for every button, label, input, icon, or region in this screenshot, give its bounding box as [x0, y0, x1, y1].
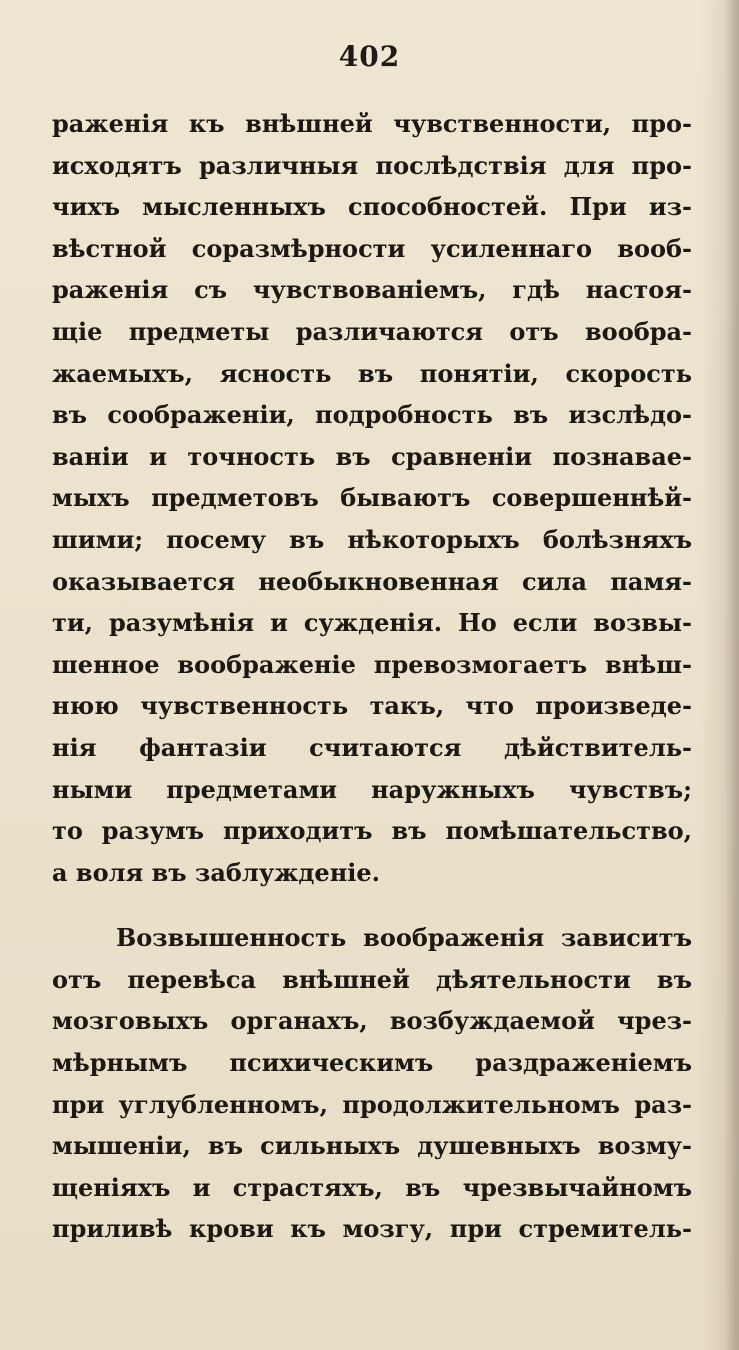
- text-line: мышеніи, въ сильныхъ душевныхъ возму-: [52, 1131, 692, 1161]
- text-line: то разумъ приходитъ въ помѣшательство,: [52, 816, 692, 846]
- page-edge-shadow: [725, 0, 739, 1350]
- text-line: раженія съ чувствованіемъ, гдѣ настоя-: [52, 275, 692, 305]
- text-line: шенное воображеніе превозмогаетъ внѣш-: [52, 649, 692, 679]
- text-line: при углубленномъ, продолжительномъ раз-: [52, 1089, 692, 1119]
- text-line: нюю чувственность такъ, что произведе-: [52, 691, 692, 721]
- text-line: оказывается необыкновенная сила памя-: [52, 566, 692, 596]
- text-line: а воля въ заблужденіе.: [52, 857, 381, 887]
- text-line: щеніяхъ и страстяхъ, въ чрезвычайномъ: [52, 1172, 692, 1202]
- page-number: 402: [338, 40, 401, 73]
- paragraph-gap: [52, 893, 692, 917]
- text-line: щіе предметы различаются отъ вообра-: [52, 316, 692, 346]
- text-line: мѣрнымъ психическимъ раздраженіемъ: [52, 1048, 692, 1078]
- text-line: жаемыхъ, ясность въ понятіи, скорость: [52, 358, 692, 388]
- paragraph-1: [52, 103, 692, 893]
- text-line: ваніи и точность въ сравненіи познавае-: [52, 441, 692, 471]
- text-line: отъ перевѣса внѣшней дѣятельности въ: [52, 964, 692, 994]
- paragraph-2: [52, 917, 692, 1250]
- text-line: раженія къ внѣшней чувственности, про-: [52, 109, 692, 138]
- text-line: исходятъ различныя послѣдствія для про-: [52, 150, 692, 180]
- text-line: шими; посему въ нѣкоторыхъ болѣзняхъ: [52, 524, 692, 554]
- page-text: [52, 103, 692, 1250]
- text-line: чихъ мысленныхъ способностей. При из-: [52, 192, 692, 222]
- text-line: приливѣ крови къ мозгу, при стремитель-: [52, 1214, 692, 1244]
- text-line: ными предметами наружныхъ чувствъ;: [52, 774, 692, 804]
- text-line: въ соображеніи, подробность въ изслѣдо-: [52, 400, 692, 430]
- text-line: Возвышенность воображенія зависитъ: [116, 923, 692, 953]
- text-line: вѣстной соразмѣрности усиленнаго вооб-: [52, 233, 692, 263]
- text-line: мозговыхъ органахъ, возбуждаемой чрез-: [52, 1006, 692, 1036]
- text-line: ти, разумѣнія и сужденія. Но если возвы-: [52, 608, 692, 638]
- text-line: мыхъ предметовъ бываютъ совершеннѣй-: [52, 483, 692, 513]
- text-line: нія фантазіи считаются дѣйствитель-: [52, 732, 692, 762]
